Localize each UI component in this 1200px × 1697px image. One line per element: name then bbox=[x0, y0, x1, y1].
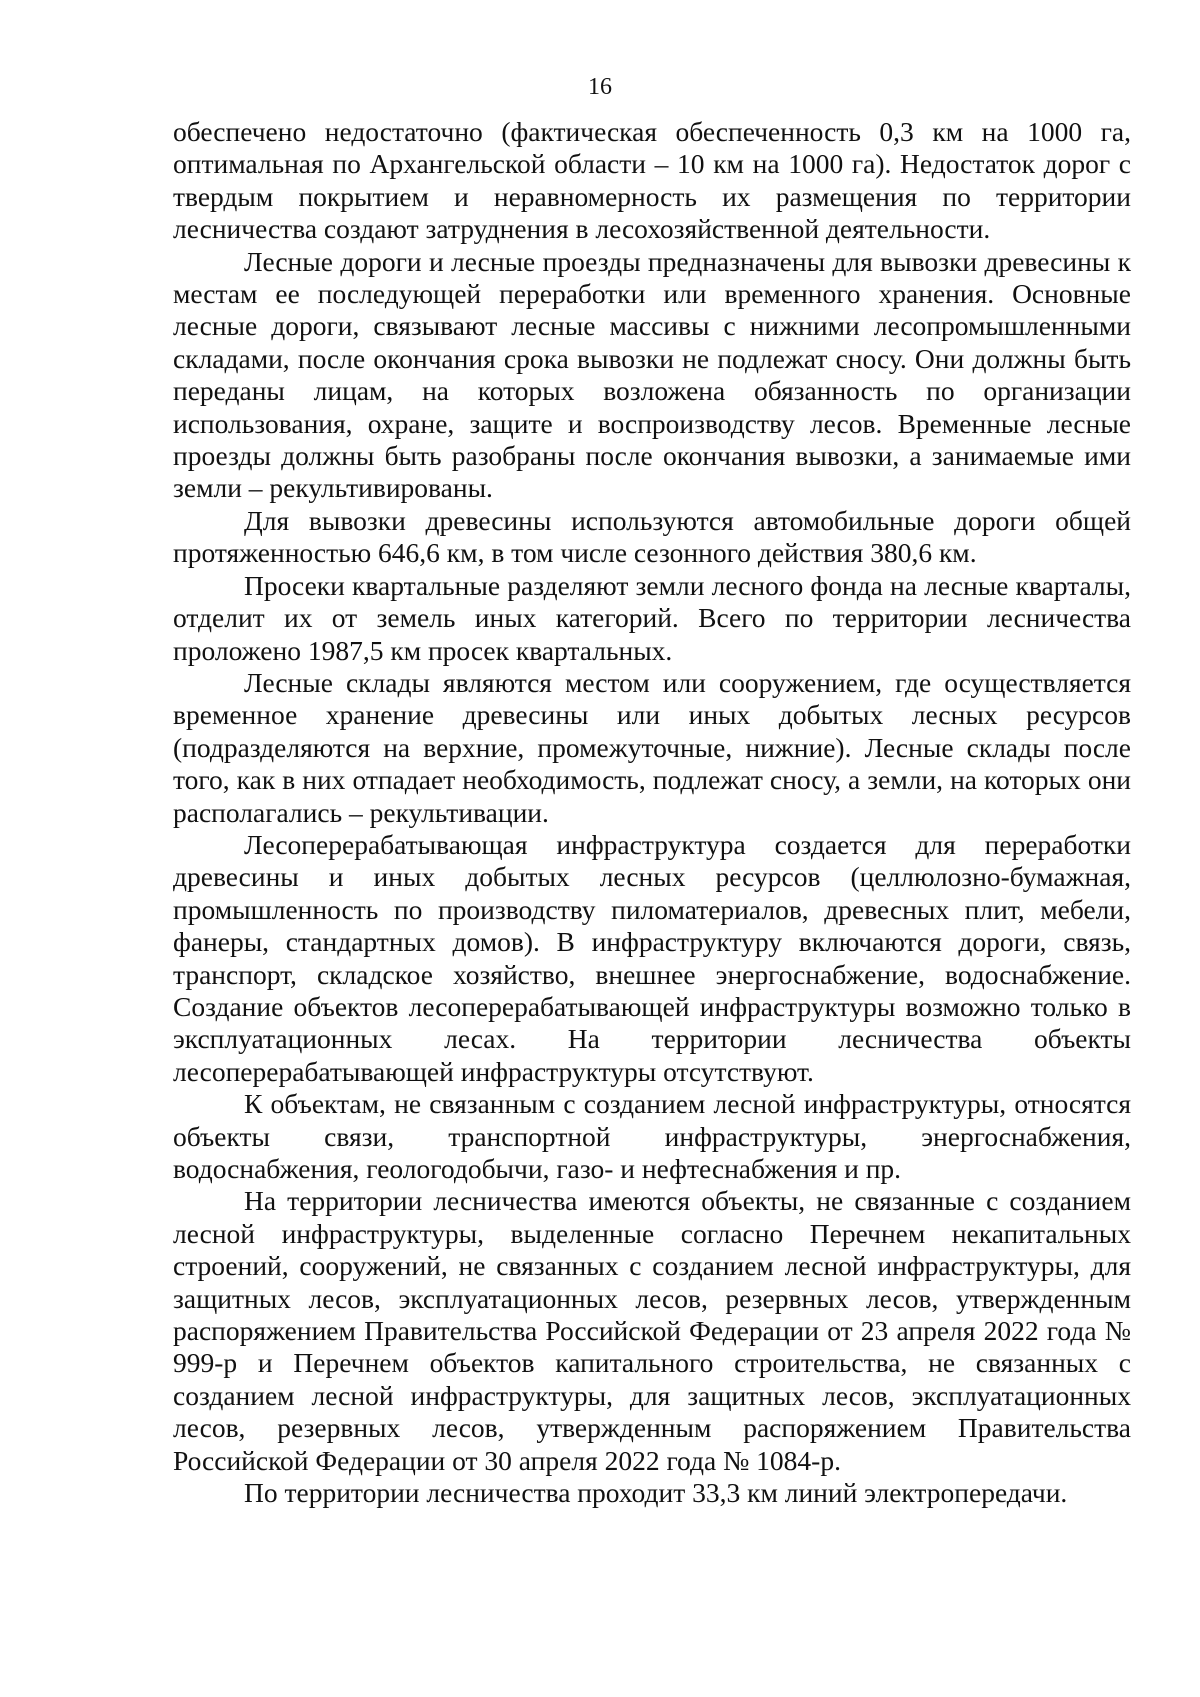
paragraph-processing-infrastructure: Лесоперерабатывающая инфраструктура создается для переработки древесины и иных добытых лесных ресурсов (целлюлозно-бумажная, промышленность по производству пиломатериалов, древесных плит, мебели, фанеры, стандартных домов). В инфраструктуру включаются дороги, связь, транспорт, складское хозяйство, внешнее энергоснабжение, водоснабжение. Создание объектов лесоперерабатывающей инфраструктуры возможно только в эксплуатационных лесах. На территории лесничества объекты лесоперерабатывающей инфраструктуры отсутствуют. bbox=[173, 828, 1131, 1087]
paragraph-timber-hauling-roads: Для вывозки древесины используются автомобильные дороги общей протяженностью 646,6 км, в том числе сезонного действия 380,6 км. bbox=[173, 504, 1131, 569]
page-number: 16 bbox=[588, 74, 612, 100]
paragraph-forest-warehouses: Лесные склады являются местом или сооружением, где осуществляется временное хранение древесины или иных добытых лесных ресурсов (подразделяются на верхние, промежуточные, нижние). Лесные склады после того, как в них отпадает необходимость, подлежат сносу, а земли, на которых они располагались – рекультивации. bbox=[173, 666, 1131, 828]
paragraph-non-forest-objects: К объектам, не связанным с созданием лесной инфраструктуры, относятся объекты связи, транспортной инфраструктуры, энергоснабжения, водоснабжения, геологодобычи, газо- и нефтеснабжения и пр. bbox=[173, 1088, 1131, 1184]
paragraph-quarter-clearings: Просеки квартальные разделяют земли лесного фонда на лесные кварталы, отделит их от земель иных категорий. Всего по территории лесничества проложено 1987,5 км просек квартальных. bbox=[173, 569, 1131, 666]
paragraph-forest-roads: Лесные дороги и лесные проезды предназначены для вывозки древесины к местам ее последующей переработки или временного хранения. Основные лесные дороги, связывают лесные массивы с нижними лесопромышленными складами, после окончания срока вывозки не подлежат сносу. Они должны быть переданы лицам, на которых возложена обязанность по организации использования, охране, защите и воспроизводству лесов. Временные лесные проезды должны быть разобраны после окончания вывозки, а занимаемые ими земли – рекультивированы. bbox=[173, 245, 1131, 504]
paragraph-power-lines: По территории лесничества проходит 33,3 км линий электропередачи. bbox=[244, 1477, 1068, 1509]
paragraph-road-provision: обеспечено недостаточно (фактическая обеспеченность 0,3 км на 1000 га, оптимальная по Архангельской области – 10 км на 1000 га). Недостаток дорог с твердым покрытием и неравномерность их размещения по территории лесничества создают затруднения в лесохозяйственной деятельности. bbox=[173, 116, 1131, 245]
paragraph-object-lists: На территории лесничества имеются объекты, не связанные с созданием лесной инфраструктуры, выделенные согласно Перечнем некапитальных строений, сооружений, не связанных с созданием лесной инфраструктуры, для защитных лесов, эксплуатационных лесов, резервных лесов, утвержденным распоряжением Правительства Российской Федерации от 23 апреля 2022 года № 999-р и Перечнем объектов капитального строительства, не связанных с созданием лесной инфраструктуры, для защитных лесов, эксплуатационных лесов, резервных лесов, утвержденным распоряжением Правительства Российской Федерации от 30 апреля 2022 года № 1084-р. bbox=[173, 1185, 1131, 1476]
document-body bbox=[173, 116, 1131, 1509]
